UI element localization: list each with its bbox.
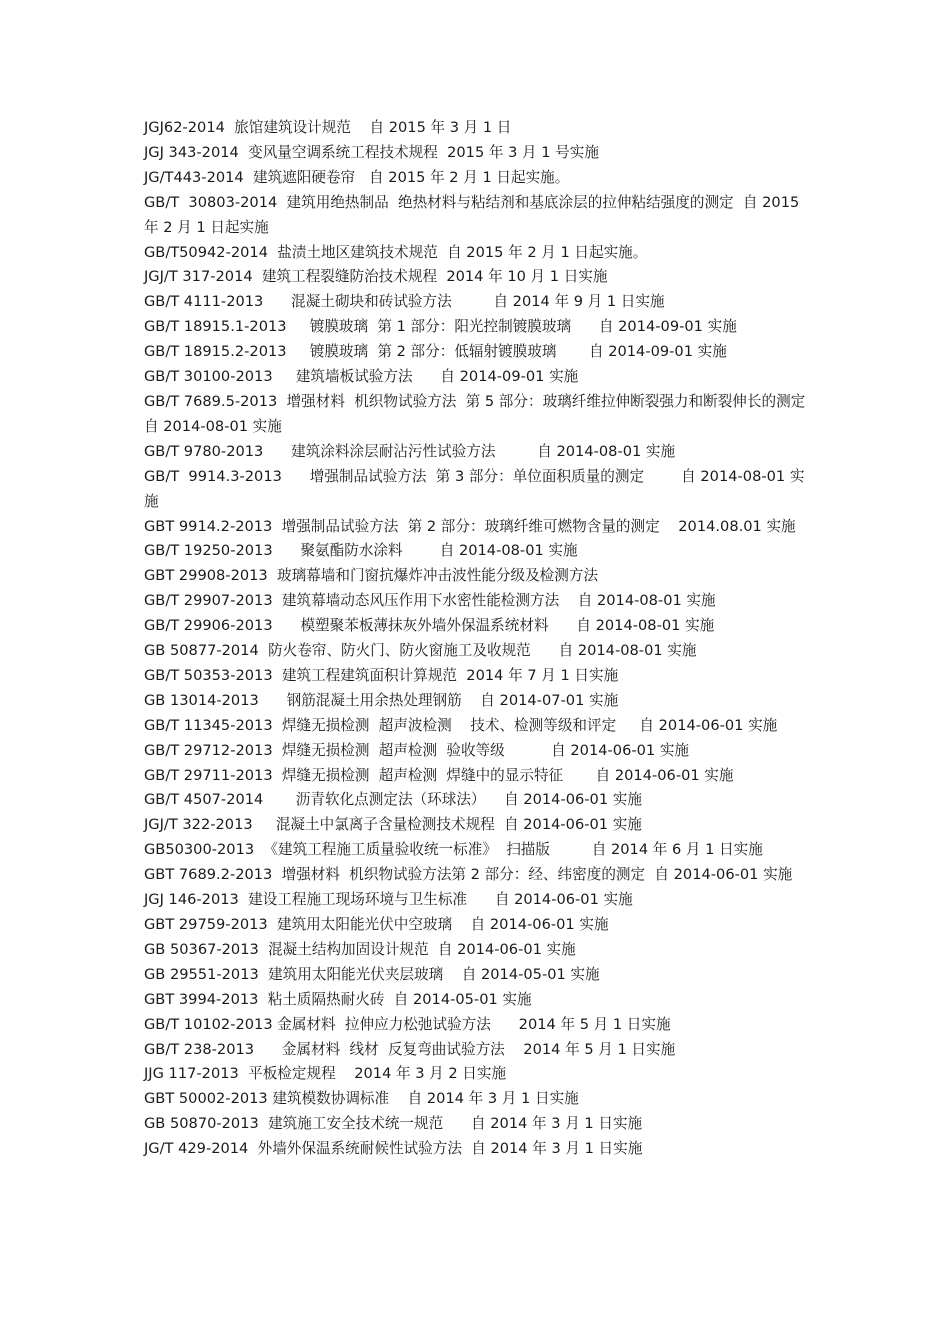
standard-entry: GB/T 29907-2013 建筑幕墙动态风压作用下水密性能检测方法 自 2014-08-01 实施: [144, 592, 716, 610]
standard-entry: GB 50367-2013 混凝土结构加固设计规范 自 2014-06-01 实施: [144, 940, 576, 958]
standard-entry: GB/T 18915.2-2013 镀膜玻璃 第 2 部分：低辐射镀膜玻璃 自 2014-09-01 实施: [144, 343, 727, 361]
standard-entry: GB/T 29711-2013 焊缝无损检测 超声检测 焊缝中的显示特征 自 2014-06-01 实施: [144, 766, 734, 784]
standard-entry: JJG 117-2013 平板检定规程 2014 年 3 月 2 日实施: [144, 1065, 507, 1083]
standard-entry: GB/T 10102-2013 金属材料 拉伸应力松弛试验方法 2014 年 5 月 1 日实施: [144, 1015, 671, 1033]
standard-entry: GB/T50942-2014 盐渍土地区建筑技术规范 自 2015 年 2 月 1 日起实施。: [144, 243, 648, 261]
standard-entry: GBT 9914.2-2013 增强制品试验方法 第 2 部分：玻璃纤维可燃物含量的测定 2014.08.01 实施: [144, 517, 796, 535]
standard-entry: JGJ 343-2014 变风量空调系统工程技术规程 2015 年 3 月 1 号实施: [144, 143, 599, 161]
standard-entry: GBT 29908-2013 玻璃幕墙和门窗抗爆炸冲击波性能分级及检测方法: [144, 567, 599, 585]
standard-entry: GB/T 7689.5-2013 增强材料 机织物试验方法 第 5 部分：玻璃纤维拉伸断裂强力和断裂伸长的测定 自 2014-08-01 实施: [144, 392, 829, 435]
standard-entry: GBT 29759-2013 建筑用太阳能光伏中空玻璃 自 2014-06-01 实施: [144, 916, 609, 933]
standard-entry: GB/T 9780-2013 建筑涂料涂层耐沾污性试验方法 自 2014-08-01 实施: [144, 442, 676, 460]
standard-entry: GB/T 19250-2013 聚氨酯防水涂料 自 2014-08-01 实施: [144, 542, 578, 560]
standard-entry: GBT 50002-2013 建筑模数协调标准 自 2014 年 3 月 1 日实施: [144, 1090, 579, 1108]
standard-entry: GBT 3994-2013 粘土质隔热耐火砖 自 2014-05-01 实施: [144, 990, 532, 1008]
standard-entry: GB/T 30803-2014 建筑用绝热制品 绝热材料与粘结剂和基底涂层的拉伸粘结强度的测定 自 2015 年 2 月 1 日起实施: [144, 193, 804, 236]
standard-entry: GB/T 30100-2013 建筑墙板试验方法 自 2014-09-01 实施: [144, 368, 579, 386]
standard-entry: JGJ/T 317-2014 建筑工程裂缝防治技术规程 2014 年 10 月 1 日实施: [144, 268, 608, 286]
standard-entry: JGJ/T 322-2013 混凝土中氯离子含量检测技术规程 自 2014-06-01 实施: [144, 816, 642, 834]
standard-entry: JG/T 429-2014 外墙外保温系统耐候性试验方法 自 2014 年 3 月 1 日实施: [144, 1140, 643, 1158]
standard-entry: GB/T 238-2013 金属材料 线材 反复弯曲试验方法 2014 年 5 月 1 日实施: [144, 1040, 676, 1058]
standard-entry: JGJ 146-2013 建设工程施工现场环境与卫生标准 自 2014-06-01 实施: [144, 891, 633, 909]
standard-entry: JGJ62-2014 旅馆建筑设计规范 自 2015 年 3 月 1 日: [144, 119, 512, 136]
standard-entry: GBT 7689.2-2013 增强材料 机织物试验方法第 2 部分：经、纬密度的测定 自 2014-06-01 实施: [144, 866, 793, 884]
standard-entry: GB/T 50353-2013 建筑工程建筑面积计算规范 2014 年 7 月 1 日实施: [144, 666, 619, 684]
standard-entry: JG/T443-2014 建筑遮阳硬卷帘 自 2015 年 2 月 1 日起实施。: [144, 168, 570, 186]
standard-entry: GB/T 18915.1-2013 镀膜玻璃 第 1 部分：阳光控制镀膜玻璃 自 2014-09-01 实施: [144, 318, 737, 336]
standard-entry: GB/T 11345-2013 焊缝无损检测 超声波检测 技术、检测等级和评定 自 2014-06-01 实施: [144, 716, 778, 734]
standard-entry: GB 29551-2013 建筑用太阳能光伏夹层玻璃 自 2014-05-01 实施: [144, 965, 600, 983]
standard-entry: GB 13014-2013 钢筋混凝土用余热处理钢筋 自 2014-07-01 实施: [144, 691, 619, 709]
standard-entry: GB 50870-2013 建筑施工安全技术统一规范 自 2014 年 3 月 1 日实施: [144, 1115, 643, 1133]
standard-entry: GB/T 4507-2014 沥青软化点测定法（环球法） 自 2014-06-01 实施: [144, 791, 642, 809]
standard-entry: GB/T 29906-2013 模塑聚苯板薄抹灰外墙外保温系统材料 自 2014-08-01 实施: [144, 617, 715, 635]
standard-entry: GB/T 4111-2013 混凝土砌块和砖试验方法 自 2014 年 9 月 1 日实施: [144, 293, 665, 311]
standard-entry: GB/T 29712-2013 焊缝无损检测 超声检测 验收等级 自 2014-06-01 实施: [144, 741, 690, 759]
standard-entry: GB 50877-2014 防火卷帘、防火门、防火窗施工及收规范 自 2014-08-01 实施: [144, 642, 697, 660]
standard-entry: GB50300-2013 《建筑工程施工质量验收统一标准》 扫描版 自 2014 年 6 月 1 日实施: [144, 841, 763, 859]
standard-entry: GB/T 9914.3-2013 增强制品试验方法 第 3 部分：单位面积质量的测定 自 2014-08-01 实施: [144, 467, 805, 510]
standards-list: [144, 116, 829, 1162]
